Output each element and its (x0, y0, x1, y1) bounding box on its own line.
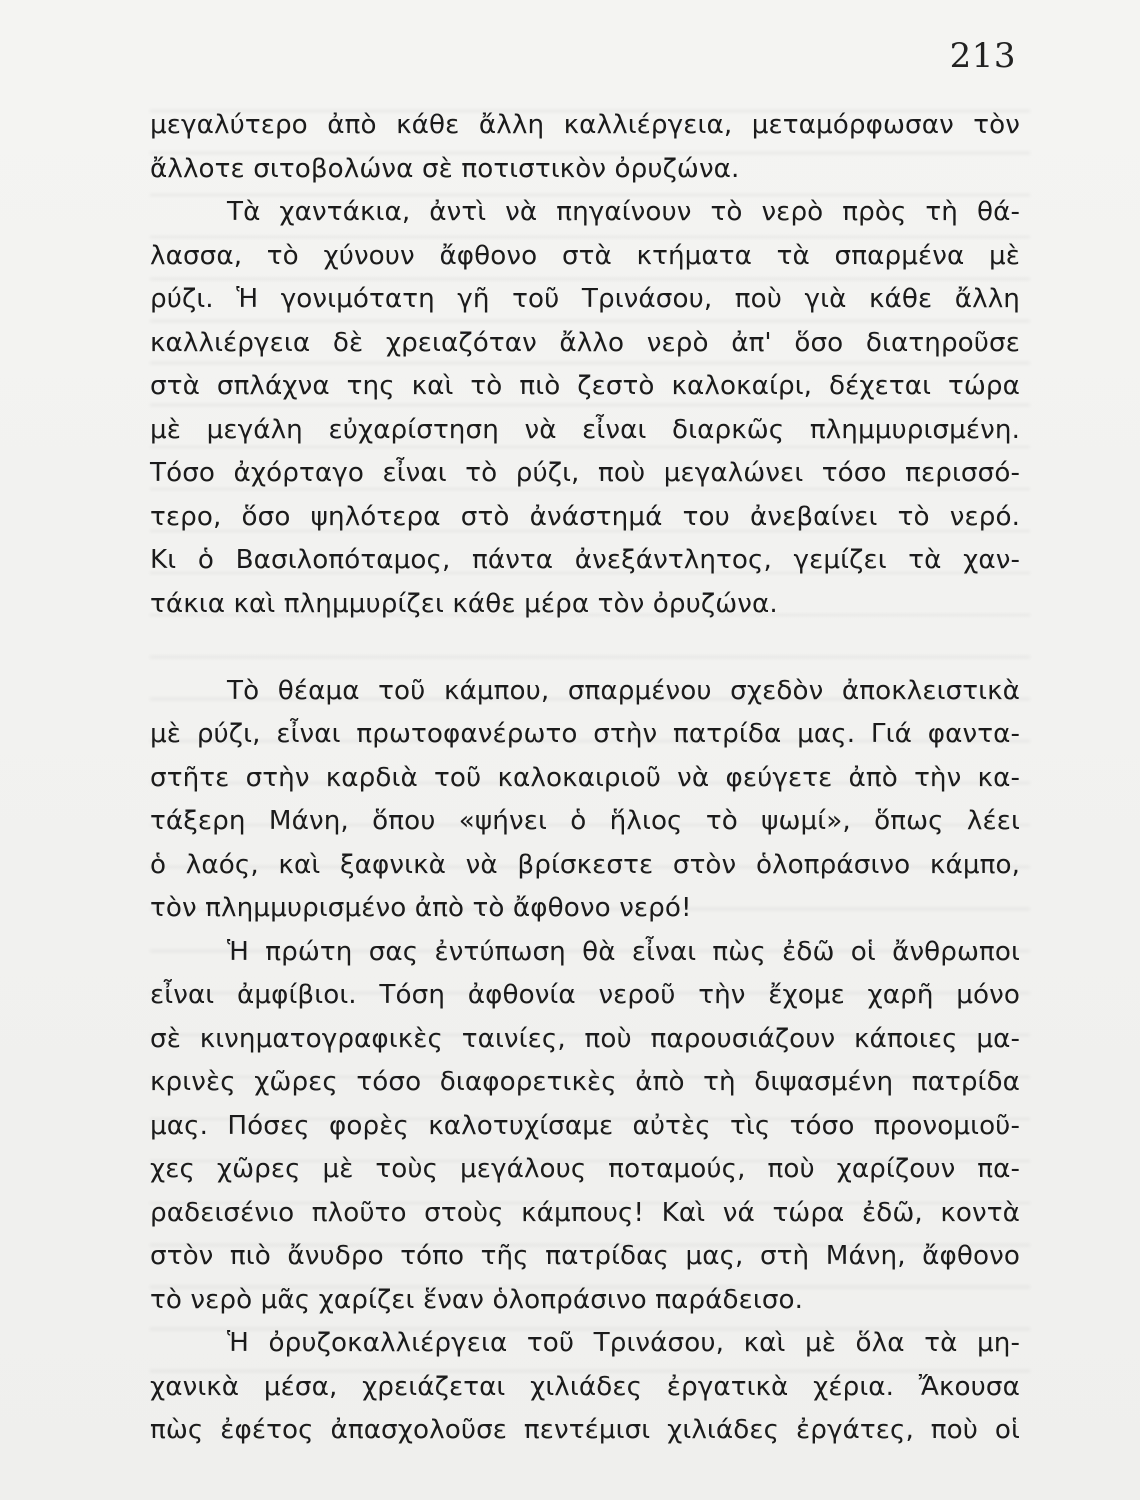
text-line: τὸν πλημμυρισμένο ἀπὸ τὸ ἄφθονο νερό! (150, 893, 692, 923)
text-line: στῆτε στὴν καρδιὰ τοῦ καλοκαιριοῦ νὰ φεύγετε ἀπὸ τὴν κα- (150, 762, 1020, 793)
text-line: στὰ σπλάχνα της καὶ τὸ πιὸ ζεστὸ καλοκαίρι, δέχεται τώρα (150, 371, 1020, 401)
body-text (150, 104, 1020, 1453)
text-line: ρύζι. Ἡ γονιμότατη γῆ τοῦ Τρινάσου, ποὺ γιὰ κάθε ἄλλη (150, 284, 1020, 314)
paragraph-gap (150, 626, 1020, 670)
text-line: ραδεισένιο πλοῦτο στοὺς κάμπους! Καὶ νά τώρα ἐδῶ, κοντὰ (150, 1197, 1020, 1228)
text-line: τάξερη Μάνη, ὅπου «ψήνει ὁ ἥλιος τὸ ψωμί», ὅπως λέει (150, 806, 1020, 836)
page-number: 213 (949, 36, 1016, 76)
text-line: μὲ ρύζι, εἶναι πρωτοφανέρωτο στὴν πατρίδα μας. Γιά φαντα- (150, 719, 1020, 749)
text-line: Κι ὁ Βασιλοπόταμος, πάντα ἀνεξάντλητος, γεμίζει τὰ χαν- (150, 545, 1020, 575)
text-line: τὸ νερὸ μᾶς χαρίζει ἕναν ὁλοπράσινο παράδεισο. (150, 1284, 804, 1315)
text-line: κρινὲς χῶρες τόσο διαφορετικὲς ἀπὸ τὴ διψασμένη πατρίδα (150, 1067, 1020, 1097)
text-line: Ἡ πρώτη σας ἐντύπωση θὰ εἶναι πὼς ἐδῶ οἱ ἄνθρωποι (227, 936, 1020, 967)
text-line: Τὰ χαντάκια, ἀντὶ νὰ πηγαίνουν τὸ νερὸ πρὸς τὴ θά- (227, 197, 1020, 227)
text-line: στὸν πιὸ ἄνυδρο τόπο τῆς πατρίδας μας, στὴ Μάνη, ἄφθονο (150, 1241, 1020, 1271)
text-line: λασσα, τὸ χύνουν ἄφθονο στὰ κτήματα τὰ σπαρμένα μὲ (150, 240, 1020, 271)
text-line: πὼς ἐφέτος ἀπασχολοῦσε πεντέμισι χιλιάδες ἐργάτες, ποὺ οἱ (150, 1415, 1020, 1445)
text-line: ἄλλοτε σιτοβολώνα σὲ ποτιστικὸν ὀρυζώνα. (150, 153, 740, 184)
text-line: χανικὰ μέσα, χρειάζεται χιλιάδες ἐργατικὰ χέρια. Ἄκουσα (150, 1371, 1020, 1402)
text-line: μὲ μεγάλη εὐχαρίστηση νὰ εἶναι διαρκῶς πλημμυρισμένη. (150, 414, 1020, 445)
text-line: Ἡ ὀρυζοκαλλιέργεια τοῦ Τρινάσου, καὶ μὲ ὅλα τὰ μη- (227, 1328, 1020, 1358)
text-line: εἶναι ἀμφίβιοι. Τόση ἀφθονία νεροῦ τὴν ἔχομε χαρῆ μόνο (150, 980, 1020, 1010)
text-line: ὁ λαός, καὶ ξαφνικὰ νὰ βρίσκεστε στὸν ὁλοπράσινο κάμπο, (150, 849, 1020, 880)
text-line: Τόσο ἀχόρταγο εἶναι τὸ ρύζι, ποὺ μεγαλώνει τόσο περισσό- (150, 458, 1020, 488)
text-line: τερο, ὅσο ψηλότερα στὸ ἀνάστημά του ἀνεβαίνει τὸ νερό. (150, 501, 1020, 532)
text-line: μεγαλύτερο ἀπὸ κάθε ἄλλη καλλιέργεια, μεταμόρφωσαν τὸν (150, 110, 1020, 140)
text-line: καλλιέργεια δὲ χρειαζόταν ἄλλο νερὸ ἀπ' ὅσο διατηροῦσε (150, 327, 1020, 358)
text-line: χες χῶρες μὲ τοὺς μεγάλους ποταμούς, ποὺ χαρίζουν πα- (150, 1154, 1020, 1184)
text-line: τάκια καὶ πλημμυρίζει κάθε μέρα τὸν ὀρυζώνα. (150, 588, 778, 619)
text-line: σὲ κινηματογραφικὲς ταινίες, ποὺ παρουσιάζουν κάποιες μα- (150, 1023, 1020, 1054)
text-line: μας. Πόσες φορὲς καλοτυχίσαμε αὐτὲς τὶς τόσο προνομιοῦ- (150, 1110, 1020, 1141)
text-line: Τὸ θέαμα τοῦ κάμπου, σπαρμένου σχεδὸν ἀποκλειστικὰ (227, 675, 1020, 706)
